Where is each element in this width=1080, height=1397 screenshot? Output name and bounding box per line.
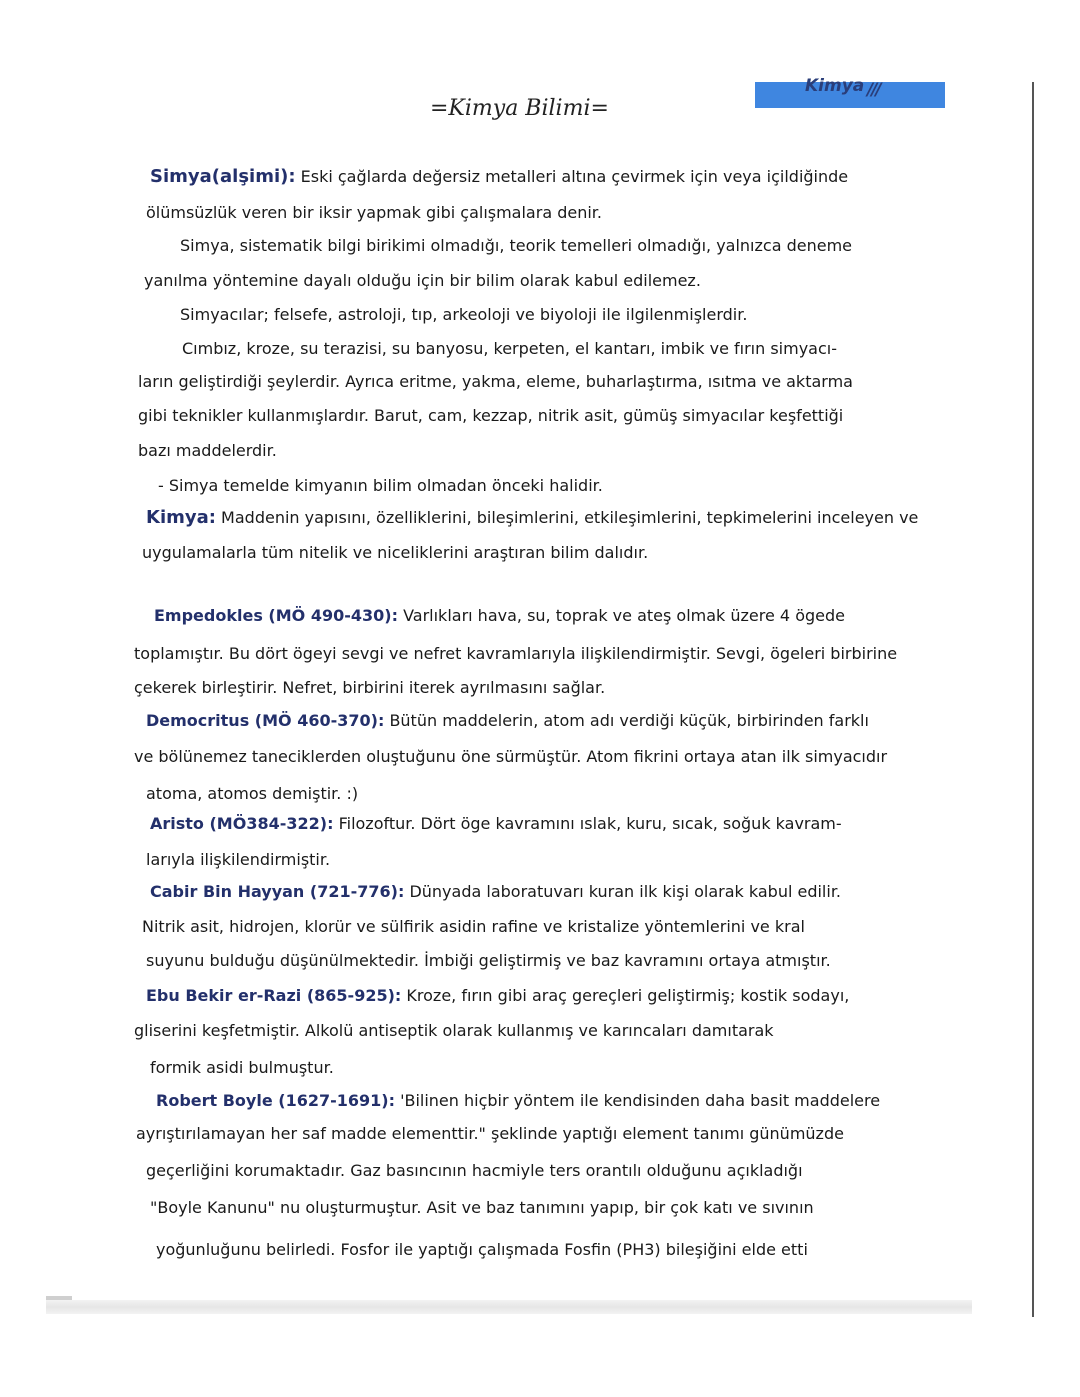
text-line xyxy=(150,882,841,901)
text-line: Nitrik asit, hidrojen, klorür ve sülfirik asidin rafine ve kristalize yöntemlerini ve kral xyxy=(142,917,805,936)
text-line xyxy=(146,507,918,528)
text-line: - Simya temelde kimyanın bilim olmadan önceki halidir. xyxy=(158,476,603,495)
text-line: atoma, atomos demiştir. :) xyxy=(146,784,359,803)
text-line: Simya, sistematik bilgi birikimi olmadığı, teorik temelleri olmadığı, yalnızca deneme xyxy=(180,236,852,255)
scientist-heading: Aristo (MÖ384-322): xyxy=(150,814,334,833)
text-line: ayrıştırılamayan her saf madde elementtir." şeklinde yaptığı element tanımı günümüzde xyxy=(136,1124,844,1143)
line-text: Dünyada laboratuvarı kuran ilk kişi olarak kabul edilir. xyxy=(409,882,842,901)
text-line: gliserini keşfetmiştir. Alkolü antiseptik olarak kullanmış ve karıncaları damıtarak xyxy=(134,1021,774,1040)
scientist-heading: Empedokles (MÖ 490-430): xyxy=(154,606,398,625)
line-text: Kroze, fırın gibi araç gereçleri geliştirmiş; kostik sodayı, xyxy=(406,986,850,1005)
text-line: uygulamalarla tüm nitelik ve niceliklerini araştıran bilim dalıdır. xyxy=(142,543,649,562)
text-line: bazı maddelerdir. xyxy=(138,441,277,460)
text-line: larıyla ilişkilendirmiştir. xyxy=(146,850,331,869)
text-line: çekerek birleştirir. Nefret, birbirini iterek ayrılmasını sağlar. xyxy=(134,678,606,697)
line-text: 'Bilinen hiçbir yöntem ile kendisinden daha basit maddelere xyxy=(400,1091,881,1110)
term-heading: Kimya: xyxy=(146,507,216,528)
term-heading: Simya(alşimi): xyxy=(150,166,296,187)
page-bottom-shadow xyxy=(46,1300,972,1314)
line-text: Varlıkları hava, su, toprak ve ateş olmak üzere 4 ögede xyxy=(403,606,845,625)
text-line: ölümsüzlük veren bir iksir yapmak gibi çalışmalara denir. xyxy=(146,203,602,222)
subject-tag xyxy=(755,76,945,108)
line-text: Bütün maddelerin, atom adı verdiği küçük, birbirinden farklı xyxy=(389,711,869,730)
scientist-heading: Ebu Bekir er-Razi (865-925): xyxy=(146,986,402,1005)
text-line: gibi teknikler kullanmışlardır. Barut, cam, kezzap, nitrik asit, gümüş simyacılar keşfettiği xyxy=(138,406,844,425)
line-text: Filozoftur. Dört öge kavramını ıslak, kuru, sıcak, soğuk kavram- xyxy=(338,814,842,833)
text-line: ve bölünemez taneciklerden oluştuğunu öne sürmüştür. Atom fikrini ortaya atan ilk simyacıdır xyxy=(134,747,888,766)
text-line: "Boyle Kanunu" nu oluşturmuştur. Asit ve baz tanımını yapıp, bir çok katı ve sıvının xyxy=(150,1198,814,1217)
line-text: Eski çağlarda değersiz metalleri altına çevirmek için veya içildiğinde xyxy=(300,167,849,186)
scientist-heading: Democritus (MÖ 460-370): xyxy=(146,711,385,730)
text-line xyxy=(146,986,849,1005)
subject-tag-marks: /// xyxy=(867,80,880,100)
text-line: toplamıştır. Bu dört ögeyi sevgi ve nefret kavramlarıyla ilişkilendirmiştir. Sevgi, ögeleri birbirine xyxy=(134,644,898,663)
scientist-heading: Cabir Bin Hayyan (721-776): xyxy=(150,882,405,901)
text-line: ların geliştirdiği şeylerdir. Ayrıca eritme, yakma, eleme, buharlaştırma, ısıtma ve aktarma xyxy=(138,372,853,391)
subject-tag-text: Kimya xyxy=(805,76,865,96)
text-line xyxy=(146,711,869,730)
text-line xyxy=(150,166,848,187)
page-title: =Kimya Bilimi= xyxy=(430,96,609,121)
text-line: yanılma yöntemine dayalı olduğu için bir bilim olarak kabul edilemez. xyxy=(144,271,701,290)
text-line xyxy=(154,606,845,625)
text-line: geçerliğini korumaktadır. Gaz basıncının hacmiyle ters orantılı olduğunu açıkladığı xyxy=(146,1161,803,1180)
line-text: Maddenin yapısını, özelliklerini, bileşimlerini, etkileşimlerini, tepkimelerini inceleyen ve xyxy=(221,508,919,527)
text-line xyxy=(156,1091,880,1110)
text-line: Simyacılar; felsefe, astroloji, tıp, arkeoloji ve biyoloji ile ilgilenmişlerdir. xyxy=(180,305,748,324)
text-line: formik asidi bulmuştur. xyxy=(150,1058,334,1077)
text-line: Cımbız, kroze, su terazisi, su banyosu, kerpeten, el kantarı, imbik ve fırın simyacı- xyxy=(182,339,837,358)
scientist-heading: Robert Boyle (1627-1691): xyxy=(156,1091,395,1110)
margin-line xyxy=(1032,82,1034,1317)
text-line: suyunu bulduğu düşünülmektedir. İmbiği geliştirmiş ve baz kavramını ortaya atmıştır. xyxy=(146,951,831,970)
text-line xyxy=(150,814,842,833)
text-line: yoğunluğunu belirledi. Fosfor ile yaptığı çalışmada Fosfin (PH3) bileşiğini elde etti xyxy=(156,1240,808,1259)
